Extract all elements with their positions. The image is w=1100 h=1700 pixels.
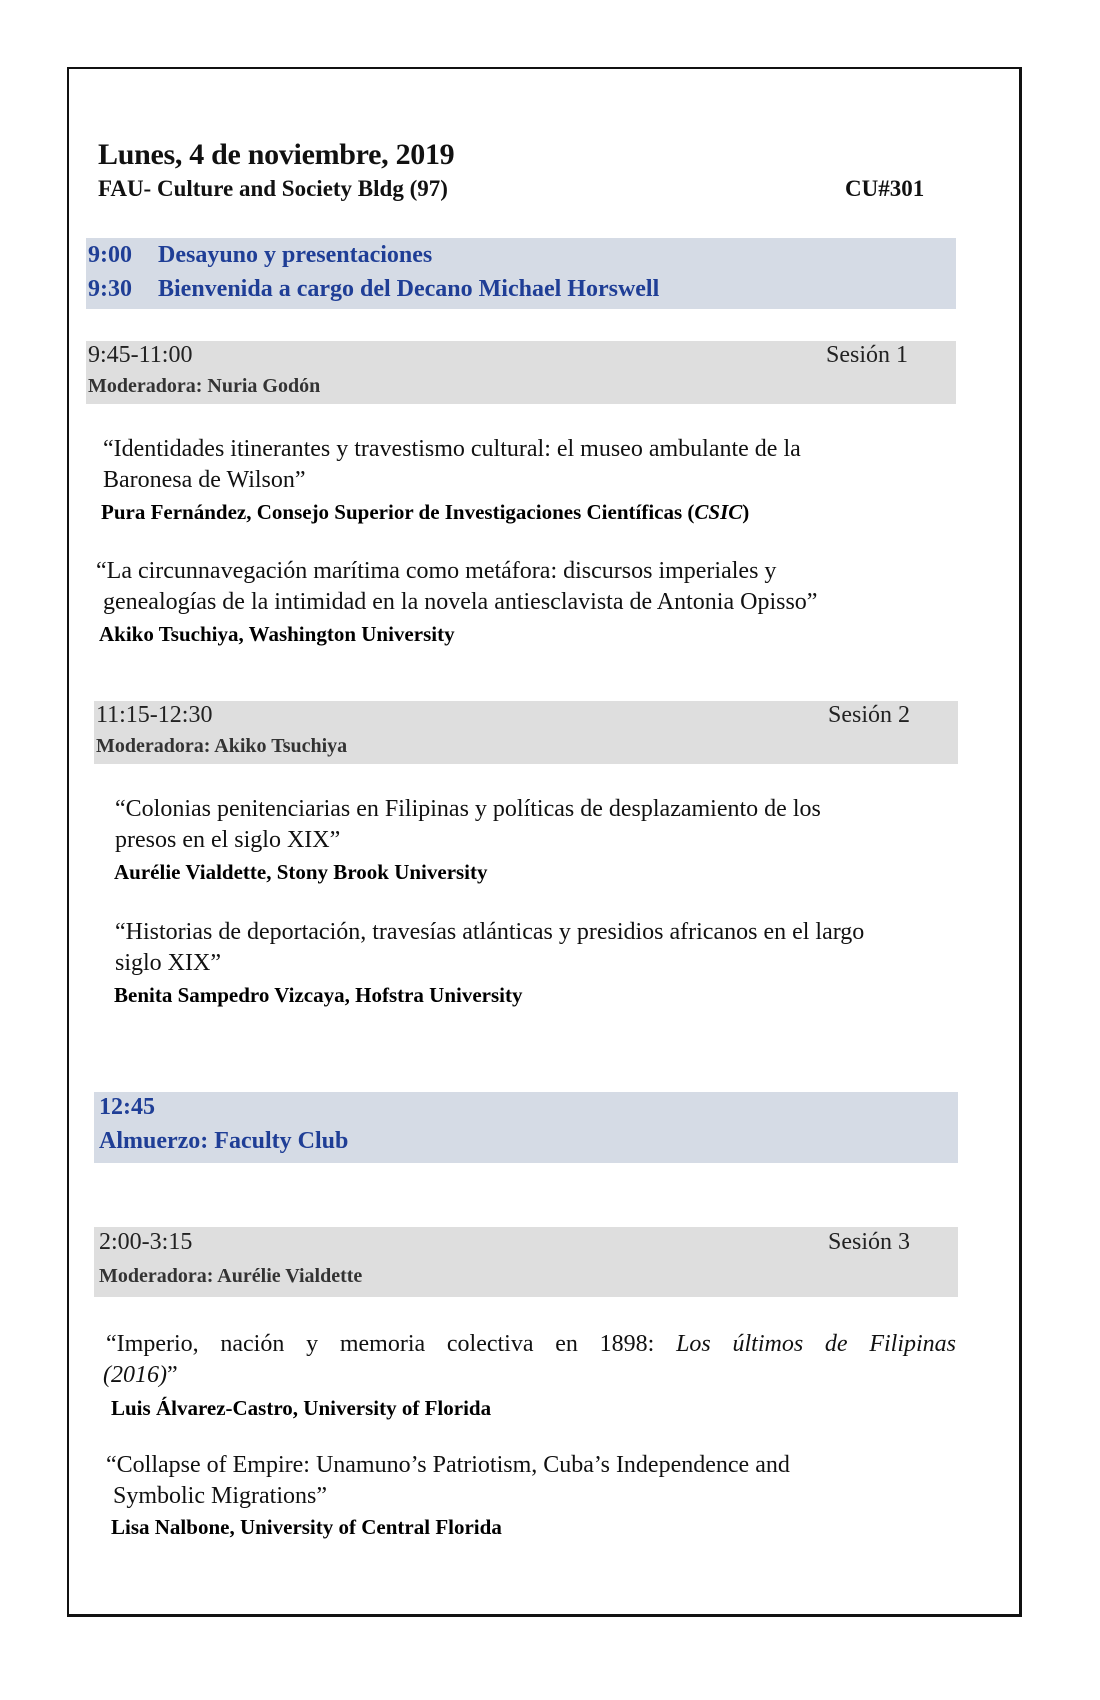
venue: FAU- Culture and Society Bldg (97) xyxy=(98,176,448,201)
talk-6-title-line-1: “Collapse of Empire: Unamuno’s Patriotism, Cuba’s Independence and xyxy=(106,1452,790,1478)
talk-5-title-text: “Imperio, nación y memoria colectiva en 1898: xyxy=(106,1331,655,1357)
lunch-box xyxy=(94,1092,958,1163)
session-2-header xyxy=(94,701,958,764)
talk-4-author: Benita Sampedro Vizcaya, Hofstra University xyxy=(114,983,523,1007)
session-2-time: 11:15-12:30 xyxy=(96,702,213,728)
talk-6-author: Lisa Nalbone, University of Central Florida xyxy=(111,1515,502,1539)
opening-label-1: Desayuno y presentaciones xyxy=(158,242,433,268)
talk-5-title-line-2 xyxy=(103,1360,178,1391)
session-1-moderator: Moderadora: Nuria Godón xyxy=(88,375,321,397)
talk-4-title-line-2: siglo XIX” xyxy=(115,950,221,976)
talk-1-title-line-1: “Identidades itinerantes y travestismo cultural: el museo ambulante de la xyxy=(103,436,801,462)
talk-4-title-line-1: “Historias de deportación, travesías atlánticas y presidios africanos en el largo xyxy=(115,919,865,945)
talk-5-film-year: (2016) xyxy=(103,1362,167,1388)
lunch-label: Almuerzo: Faculty Club xyxy=(99,1128,349,1154)
talk-1-title-line-2: Baronesa de Wilson” xyxy=(103,467,306,493)
room-number: CU#301 xyxy=(845,176,925,201)
talk-1-author xyxy=(101,500,749,525)
session-1-time: 9:45-11:00 xyxy=(88,342,193,368)
session-1-header xyxy=(86,341,956,404)
talk-5-title-line-1 xyxy=(106,1329,956,1360)
opening-time-1: 9:00 xyxy=(88,242,132,268)
talk-3-title-line-1: “Colonias penitenciarias en Filipinas y políticas de desplazamiento de los xyxy=(115,796,821,822)
talk-1-author-acronym: CSIC xyxy=(694,500,743,524)
session-2-moderator: Moderadora: Akiko Tsuchiya xyxy=(96,735,348,757)
talk-5-film-title: Los últimos de Filipinas xyxy=(676,1331,957,1357)
talk-5-author: Luis Álvarez-Castro, University of Florida xyxy=(111,1396,492,1420)
talk-3-author: Aurélie Vialdette, Stony Brook University xyxy=(114,860,488,884)
session-3-header xyxy=(94,1227,958,1297)
talk-2-author: Akiko Tsuchiya, Washington University xyxy=(99,622,455,646)
opening-time-2: 9:30 xyxy=(88,276,132,302)
talk-2-title-line-2: genealogías de la intimidad en la novela antiesclavista de Antonia Opisso” xyxy=(103,589,818,615)
session-3-label: Sesión 3 xyxy=(828,1229,911,1255)
day-heading: Lunes, 4 de noviembre, 2019 xyxy=(98,138,455,171)
talk-3-title-line-2: presos en el siglo XIX” xyxy=(115,827,341,853)
session-1-label: Sesión 1 xyxy=(826,342,909,368)
talk-1-author-end: ) xyxy=(742,500,750,524)
session-2-label: Sesión 2 xyxy=(828,702,911,728)
talk-5-title-end: ” xyxy=(166,1362,178,1388)
opening-box xyxy=(86,238,956,309)
lunch-time: 12:45 xyxy=(99,1094,155,1120)
opening-label-2: Bienvenida a cargo del Decano Michael Horswell xyxy=(158,276,660,302)
session-3-time: 2:00-3:15 xyxy=(99,1229,193,1255)
talk-1-author-main: Pura Fernández, Consejo Superior de Investigaciones Científicas ( xyxy=(101,500,695,524)
session-3-moderator: Moderadora: Aurélie Vialdette xyxy=(99,1265,363,1287)
talk-2-title-line-1: “La circunnavegación marítima como metáfora: discursos imperiales y xyxy=(96,558,777,584)
talk-6-title-line-2: Symbolic Migrations” xyxy=(113,1483,327,1509)
